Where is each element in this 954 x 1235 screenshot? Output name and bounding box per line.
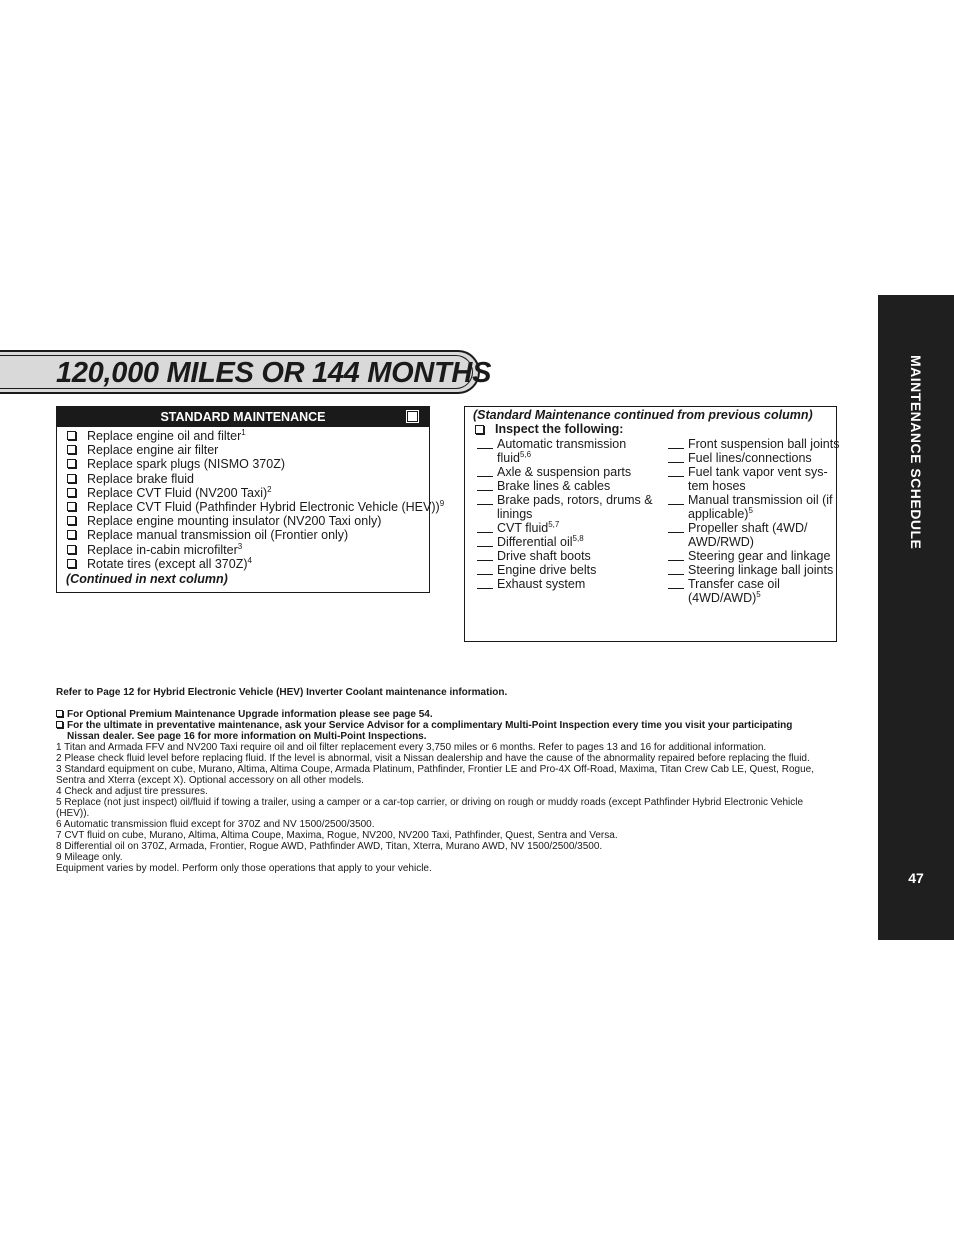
checkbox-icon[interactable] — [67, 530, 76, 539]
footnote: 8 Differential oil on 370Z, Armada, Frontier, Rogue AWD, Pathfinder AWD, Titan, Xterra, Murano AWD, NV 1500/2500/3500. — [56, 841, 603, 852]
continued-note: (Continued in next column) — [66, 572, 228, 587]
premium-note: For Optional Premium Maintenance Upgrade information please see page 54. — [56, 709, 826, 720]
checkbox-icon — [56, 710, 63, 717]
list-item: Fuel tank vapor vent sys-tem hoses — [668, 465, 848, 493]
list-item: Steering gear and linkage — [668, 549, 848, 563]
footnote: 2 Please check fluid level before replacing fluid. If the level is abnormal, visit a Nissan dealership and have the cause of the abnormality repaired before replacing the fluid. — [56, 753, 810, 764]
list-item: Rotate tires (except all 370Z)$^4$ — [57, 557, 429, 571]
list-item: Fuel lines/connections — [668, 451, 848, 465]
list-item: Replace in-cabin microfilter$^3$ — [57, 543, 429, 557]
checkbox-icon[interactable] — [67, 559, 76, 568]
list-item: Steering linkage ball joints — [668, 563, 848, 577]
footnote: 9 Mileage only. — [56, 852, 123, 863]
blank-line[interactable] — [477, 504, 493, 505]
inspection-box — [464, 406, 840, 642]
list-item: Replace spark plugs (NISMO 370Z) — [57, 457, 429, 471]
blank-line[interactable] — [477, 574, 493, 575]
list-item: Replace CVT Fluid (Pathfinder Hybrid Electronic Vehicle (HEV))$^9$ — [57, 500, 429, 514]
section-label: MAINTENANCE SCHEDULE — [908, 355, 924, 550]
list-item: Replace manual transmission oil (Frontier only) — [57, 528, 429, 542]
blank-line[interactable] — [668, 560, 684, 561]
header-checkbox-icon[interactable] — [406, 410, 419, 423]
footnote: 5 Replace (not just inspect) oil/fluid if towing a trailer, using a camper or a car-top carrier, or driving on rough or muddy roads (except Pathfinder Hybrid Electronic Vehicle (HEV)). — [56, 797, 804, 819]
standard-maintenance-title: STANDARD MAINTENANCE — [160, 410, 326, 424]
list-item: Replace CVT Fluid (NV200 Taxi)$^2$ — [57, 486, 429, 500]
list-item: Differential oil$^{5,8}$ — [477, 535, 657, 549]
blank-line[interactable] — [668, 532, 684, 533]
inspect-heading: Inspect the following: — [465, 422, 836, 437]
continued-from-title: (Standard Maintenance continued from previous column) — [473, 408, 813, 422]
standard-maintenance-box — [56, 406, 445, 593]
list-item: Replace engine air filter — [57, 443, 429, 457]
page-number: 47 — [908, 870, 924, 886]
checkbox-icon[interactable] — [67, 459, 76, 468]
blank-line[interactable] — [668, 504, 684, 505]
blank-line[interactable] — [668, 462, 684, 463]
checkbox-icon[interactable] — [67, 445, 76, 454]
list-item: Propeller shaft (4WD/ AWD/RWD) — [668, 521, 848, 549]
checkbox-icon[interactable] — [67, 502, 76, 511]
blank-line[interactable] — [477, 476, 493, 477]
list-item: CVT fluid$^{5,7}$ — [477, 521, 657, 535]
list-item: Replace engine oil and filter$^1$ — [57, 429, 429, 443]
section-side-tab — [878, 295, 954, 940]
blank-line[interactable] — [477, 532, 493, 533]
list-item: Front suspension ball joints — [668, 437, 848, 451]
list-item: Replace engine mounting insulator (NV200 Taxi only) — [57, 514, 429, 528]
blank-line[interactable] — [668, 448, 684, 449]
footnote: 1 Titan and Armada FFV and NV200 Taxi require oil and oil filter replacement every 3,750 miles or 6 months. Refer to pages 13 and 16 for additional information. — [56, 742, 767, 753]
blank-line[interactable] — [477, 546, 493, 547]
footnote: 6 Automatic transmission fluid except for 370Z and NV 1500/2500/3500. — [56, 819, 375, 830]
standard-maintenance-list — [57, 427, 445, 571]
list-item: Axle & suspension parts — [477, 465, 657, 479]
footnote: 4 Check and adjust tire pressures. — [56, 786, 208, 797]
ultimate-note: For the ultimate in preventative maintenance, ask your Service Advisor for a complimentary Multi-Point Inspection every time you visit your participating Nissan dealer. See page 16 for more information on Multi-Point Inspections. — [56, 720, 826, 742]
checkbox-icon[interactable] — [475, 425, 484, 434]
standard-maintenance-header — [57, 407, 429, 427]
blank-line[interactable] — [477, 588, 493, 589]
inspect-list-left — [477, 437, 657, 591]
checkbox-icon[interactable] — [67, 488, 76, 497]
checkbox-icon[interactable] — [67, 516, 76, 525]
footnote: 3 Standard equipment on cube, Murano, Altima, Altima Coupe, Armada Platinum, Pathfinder, Frontier LE and Pro-4X Off-Road, Maxima, Titan Crew Cab LE, Quest, Rogue, Sentra and Xterra (except X). Optional accessory on all other models. — [56, 764, 814, 786]
blank-line[interactable] — [668, 588, 684, 589]
list-item: Engine drive belts — [477, 563, 657, 577]
checkbox-icon[interactable] — [67, 431, 76, 440]
blank-line[interactable] — [477, 490, 493, 491]
title-banner — [0, 350, 492, 394]
blank-line[interactable] — [668, 574, 684, 575]
footnote: 7 CVT fluid on cube, Murano, Altima, Altima Coupe, Maxima, Rogue, NV200, NV200 Taxi, Pathfinder, Quest, Sentra and Versa. — [56, 830, 618, 841]
list-item: Manual transmission oil (if applicable)$^5$ — [668, 493, 848, 521]
list-item: Transfer case oil $(4WD/AWD)^5$ — [668, 577, 848, 605]
equipment-note: Equipment varies by model. Perform only those operations that apply to your vehicle. — [56, 863, 432, 874]
blank-line[interactable] — [668, 476, 684, 477]
list-item: Exhaust system — [477, 577, 657, 591]
list-item: Drive shaft boots — [477, 549, 657, 563]
list-item: Replace brake fluid — [57, 472, 429, 486]
checkbox-icon[interactable] — [67, 474, 76, 483]
list-item: Brake lines & cables — [477, 479, 657, 493]
checkbox-icon[interactable] — [67, 545, 76, 554]
checkbox-icon — [56, 721, 63, 728]
blank-line[interactable] — [477, 448, 493, 449]
hev-note: Refer to Page 12 for Hybrid Electronic Vehicle (HEV) Inverter Coolant maintenance information. — [56, 687, 508, 698]
blank-line[interactable] — [477, 560, 493, 561]
list-item: Automatic transmission fluid$^{5,6}$ — [477, 437, 657, 465]
page-title: 120,000 MILES OR 144 MONTHS — [56, 357, 492, 389]
notes-section — [56, 687, 826, 874]
list-item: Brake pads, rotors, drums & linings — [477, 493, 657, 521]
inspect-list-right — [668, 437, 848, 605]
